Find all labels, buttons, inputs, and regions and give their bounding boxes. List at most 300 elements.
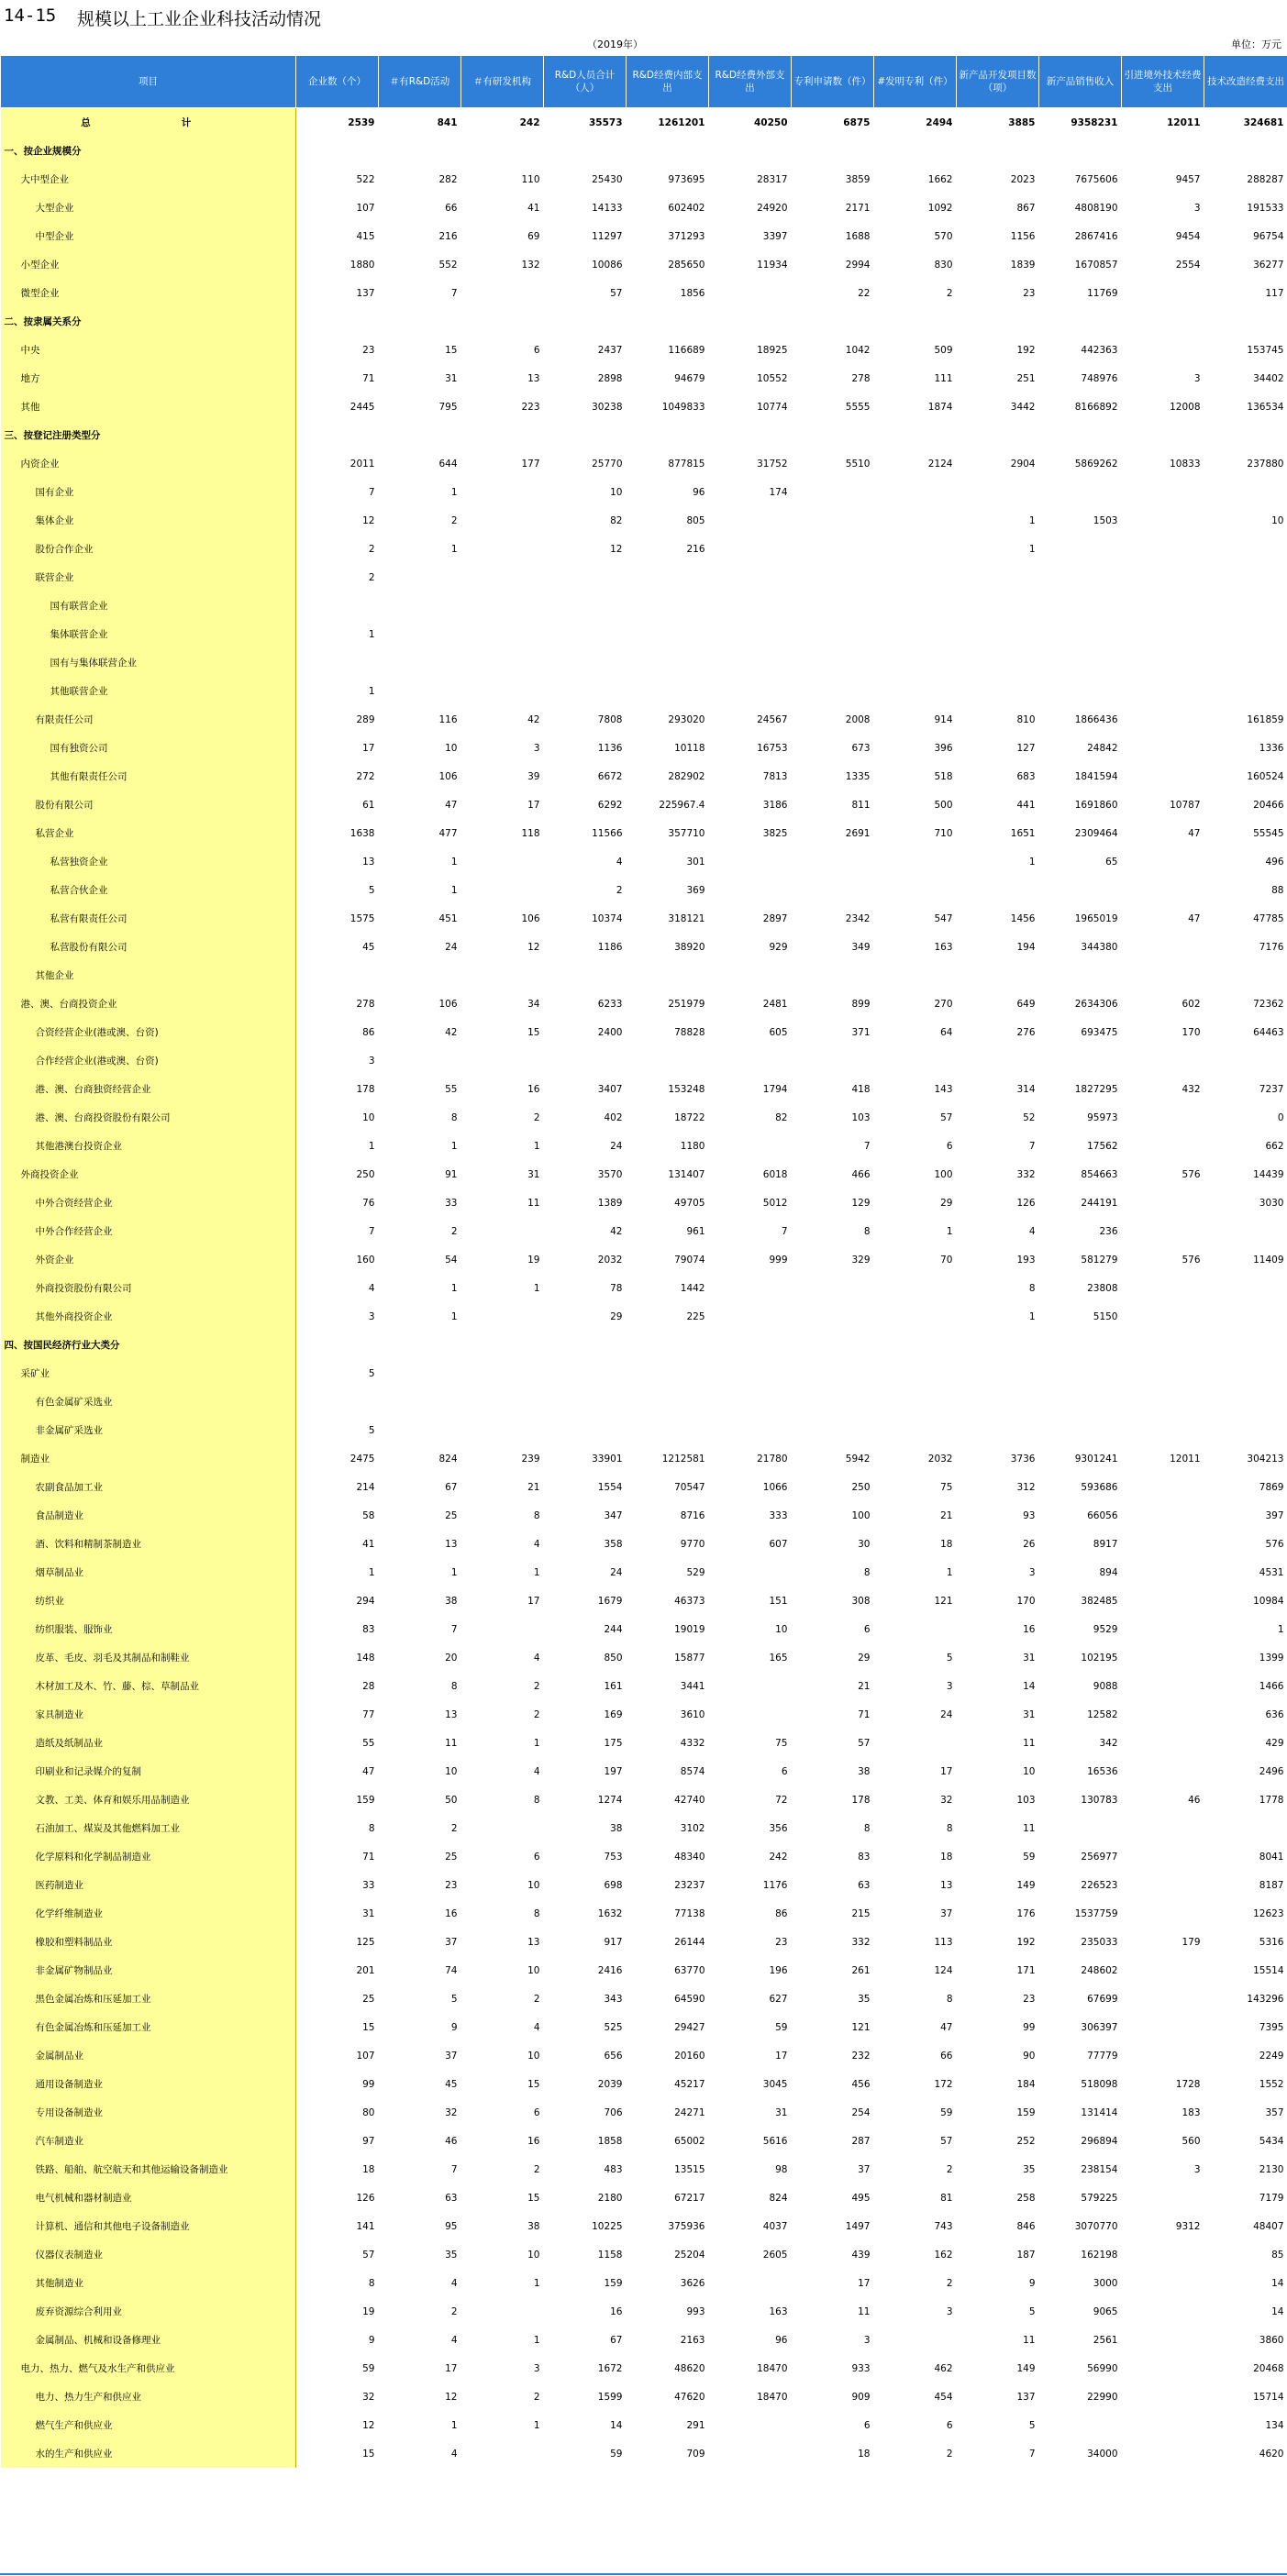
cell-value: 547 — [934, 912, 953, 924]
column-header: R&D经费内部支出 — [627, 56, 709, 108]
cell-value: 278 — [356, 998, 375, 1010]
table-header — [1, 56, 1287, 108]
cell-value — [379, 620, 461, 648]
cell-value — [1039, 307, 1122, 336]
cell-value: 11934 — [757, 259, 788, 271]
cell-value: 96754 — [1253, 230, 1284, 242]
cell-value: 55 — [362, 1737, 375, 1749]
cell-value: 894 — [1099, 1566, 1118, 1578]
cell-value — [461, 1302, 544, 1331]
cell-value: 254 — [851, 2106, 871, 2118]
cell-value — [461, 1359, 544, 1388]
cell-value: 96 — [775, 2334, 788, 2346]
cell-value: 293020 — [668, 713, 705, 725]
table-row — [1, 2013, 1287, 2041]
row-label: 非金属矿物制品业 — [1, 1956, 296, 1985]
cell-value — [792, 620, 874, 648]
row-label: 国有企业 — [1, 478, 296, 506]
cell-value: 35 — [1023, 2163, 1036, 2175]
row-label: 一、按企业规模分 — [1, 137, 296, 165]
cell-value: 41 — [362, 1538, 375, 1550]
cell-value: 170 — [1182, 1026, 1201, 1038]
cell-value — [1039, 1388, 1122, 1416]
cell-value: 5 — [946, 1652, 953, 1664]
cell-value — [874, 1388, 957, 1416]
cell-value: 2 — [450, 1225, 458, 1237]
cell-value: 137 — [1016, 2391, 1036, 2403]
row-label: 港、澳、台商投资股份有限公司 — [1, 1103, 296, 1132]
cell-value: 71 — [362, 1851, 375, 1863]
cell-value: 3 — [533, 2362, 540, 2374]
cell-value: 748976 — [1081, 372, 1118, 384]
cell-value: 805 — [686, 514, 705, 526]
cell-value: 82 — [610, 514, 623, 526]
cell-value: 929 — [769, 941, 788, 953]
cell-value: 225967.4 — [659, 799, 705, 811]
cell-value: 5 — [368, 1367, 375, 1379]
cell-value — [461, 620, 544, 648]
row-label: 农副食品加工业 — [1, 1473, 296, 1501]
cell-value: 6875 — [843, 116, 871, 128]
cell-value: 2171 — [845, 202, 871, 214]
cell-value — [379, 1046, 461, 1075]
cell-value: 4 — [450, 2334, 458, 2346]
cell-value — [1122, 734, 1204, 762]
cell-value: 518098 — [1081, 2078, 1118, 2090]
cell-value: 64 — [940, 1026, 953, 1038]
cell-value: 77138 — [674, 1907, 705, 1919]
cell-value — [1122, 961, 1204, 989]
row-label: 专用设备制造业 — [1, 2098, 296, 2127]
cell-value: 13 — [527, 1936, 540, 1948]
row-label: 其他 — [1, 392, 296, 421]
cell-value: 2 — [368, 571, 375, 583]
cell-value: 15714 — [1253, 2391, 1284, 2403]
cell-value: 282902 — [668, 770, 705, 782]
cell-value: 63770 — [674, 1964, 705, 1976]
row-label: 汽车制造业 — [1, 2127, 296, 2155]
cell-value: 3 — [368, 1055, 375, 1067]
cell-value: 593686 — [1081, 1481, 1118, 1493]
cell-value: 525 — [604, 2021, 623, 2033]
cell-value: 9457 — [1175, 173, 1201, 185]
cell-value: 7 — [450, 1623, 458, 1635]
cell-value — [1122, 2013, 1204, 2041]
cell-value: 159 — [604, 2277, 623, 2289]
data-table — [0, 55, 1287, 2468]
cell-value — [296, 1388, 379, 1416]
cell-value — [874, 421, 957, 449]
cell-value: 100 — [934, 1168, 953, 1180]
cell-value: 129 — [851, 1197, 871, 1209]
row-label: 文教、工美、体育和娱乐用品制造业 — [1, 1786, 296, 1814]
row-label: 其他联营企业 — [1, 677, 296, 705]
row-label: 石油加工、煤炭及其他燃料加工业 — [1, 1814, 296, 1842]
cell-value — [874, 1331, 957, 1359]
cell-value: 8041 — [1259, 1851, 1284, 1863]
cell-value: 743 — [934, 2220, 953, 2232]
unit-label: 单位：万元 — [1231, 39, 1281, 50]
cell-value — [1039, 2411, 1122, 2439]
cell-value: 130783 — [1081, 1794, 1118, 1806]
cell-value — [792, 1359, 874, 1388]
cell-value: 193 — [1016, 1254, 1036, 1266]
cell-value — [792, 563, 874, 591]
cell-value: 4531 — [1259, 1566, 1284, 1578]
cell-value: 5 — [368, 884, 375, 896]
cell-value — [627, 1359, 709, 1388]
cell-value: 9088 — [1093, 1680, 1118, 1692]
cell-value: 126 — [356, 2192, 375, 2204]
cell-value: 3 — [946, 2305, 953, 2317]
cell-value: 9 — [450, 2021, 458, 2033]
cell-value: 1827295 — [1074, 1083, 1118, 1095]
table-row — [1, 1729, 1287, 1757]
cell-value — [1039, 535, 1122, 563]
table-row — [1, 2297, 1287, 2326]
row-label: 其他外商投资企业 — [1, 1302, 296, 1331]
cell-value: 2 — [533, 1993, 540, 2005]
row-label: 集体企业 — [1, 506, 296, 535]
cell-value — [544, 677, 627, 705]
cell-value: 1 — [533, 2277, 540, 2289]
cell-value: 47 — [1188, 827, 1201, 839]
cell-value: 451 — [438, 912, 458, 924]
cell-value: 2605 — [762, 2249, 788, 2261]
cell-value: 706 — [604, 2106, 623, 2118]
cell-value: 52 — [1023, 1111, 1036, 1123]
cell-value: 7 — [450, 287, 458, 299]
section-row — [1, 137, 1287, 165]
cell-value — [709, 1302, 792, 1331]
row-label: 仪器仪表制造业 — [1, 2240, 296, 2269]
cell-value: 282 — [438, 173, 458, 185]
cell-value: 49705 — [674, 1197, 705, 1209]
cell-value: 2 — [450, 514, 458, 526]
cell-value: 70 — [940, 1254, 953, 1266]
row-label: 铁路、船舶、航空航天和其他运输设备制造业 — [1, 2155, 296, 2184]
cell-value: 19019 — [674, 1623, 705, 1635]
title-row — [0, 0, 1287, 37]
cell-value — [1122, 648, 1204, 677]
cell-value: 4 — [616, 856, 623, 868]
cell-value: 17 — [775, 2050, 788, 2062]
cell-value — [544, 1359, 627, 1388]
cell-value: 10552 — [757, 372, 788, 384]
cell-value: 2032 — [597, 1254, 623, 1266]
cell-value: 3610 — [680, 1708, 705, 1720]
cell-value: 38 — [858, 1765, 871, 1777]
cell-value — [1039, 677, 1122, 705]
cell-value — [627, 421, 709, 449]
cell-value: 256977 — [1081, 1851, 1118, 1863]
cell-value — [1039, 1359, 1122, 1388]
cell-value: 159 — [356, 1794, 375, 1806]
cell-value: 2124 — [927, 458, 953, 470]
cell-value: 38 — [445, 1595, 458, 1607]
cell-value: 18 — [858, 2448, 871, 2460]
cell-value — [461, 563, 544, 591]
cell-value: 153745 — [1247, 344, 1284, 356]
cell-value: 6 — [781, 1765, 788, 1777]
cell-value: 18925 — [757, 344, 788, 356]
cell-value: 57 — [940, 2135, 953, 2147]
cell-value: 649 — [1016, 998, 1036, 1010]
cell-value: 2163 — [680, 2334, 705, 2346]
cell-value: 1691860 — [1074, 799, 1118, 811]
cell-value — [1122, 762, 1204, 790]
cell-value — [461, 648, 544, 677]
cell-value — [1039, 591, 1122, 620]
cell-value — [792, 1388, 874, 1416]
cell-value: 76 — [362, 1197, 375, 1209]
cell-value: 312 — [1016, 1481, 1036, 1493]
cell-value: 2634306 — [1074, 998, 1118, 1010]
cell-value: 95973 — [1087, 1111, 1118, 1123]
cell-value — [1122, 620, 1204, 648]
cell-value: 1186 — [597, 941, 623, 953]
table-row — [1, 1871, 1287, 1899]
cell-value — [1122, 1188, 1204, 1217]
cell-value: 1456 — [1010, 912, 1036, 924]
row-label: 家具制造业 — [1, 1700, 296, 1729]
cell-value — [1039, 648, 1122, 677]
cell-value: 2342 — [845, 912, 871, 924]
cell-value: 14 — [1271, 2277, 1284, 2289]
cell-value: 23808 — [1087, 1282, 1118, 1294]
cell-value: 8917 — [1093, 1538, 1118, 1550]
cell-value: 933 — [851, 2362, 871, 2374]
table-row — [1, 1501, 1287, 1530]
cell-value — [957, 421, 1039, 449]
cell-value: 183 — [1182, 2106, 1201, 2118]
cell-value: 33 — [445, 1197, 458, 1209]
cell-value: 3397 — [762, 230, 788, 242]
cell-value: 239 — [521, 1453, 540, 1465]
cell-value: 644 — [438, 458, 458, 470]
cell-value: 1066 — [762, 1481, 788, 1493]
total-row — [1, 108, 1287, 138]
cell-value — [1039, 1416, 1122, 1444]
cell-value: 2130 — [1259, 2163, 1284, 2175]
column-header: 新产品开发项目数（项） — [957, 56, 1039, 108]
cell-value: 21 — [527, 1481, 540, 1493]
cell-value — [1204, 1331, 1287, 1359]
cell-value — [1122, 2184, 1204, 2212]
cell-value — [957, 648, 1039, 677]
cell-value: 3626 — [680, 2277, 705, 2289]
cell-value: 2475 — [349, 1453, 375, 1465]
cell-value: 59 — [610, 2448, 623, 2460]
cell-value — [874, 1615, 957, 1643]
cell-value — [874, 876, 957, 904]
cell-value: 1 — [368, 628, 375, 640]
cell-value — [957, 1331, 1039, 1359]
cell-value: 343 — [604, 1993, 623, 2005]
cell-value: 131407 — [668, 1168, 705, 1180]
cell-value: 74 — [445, 1964, 458, 1976]
cell-value: 12 — [445, 2391, 458, 2403]
row-label: 总 计 — [1, 108, 296, 138]
cell-value: 7813 — [762, 770, 788, 782]
table-row — [1, 961, 1287, 989]
cell-value: 35 — [445, 2249, 458, 2261]
cell-value: 23 — [1023, 287, 1036, 299]
cell-value: 357 — [1265, 2106, 1284, 2118]
cell-value: 21 — [858, 1680, 871, 1692]
cell-value: 13 — [940, 1879, 953, 1891]
cell-value: 477 — [438, 827, 458, 839]
column-header: 技术改造经费支出 — [1204, 56, 1287, 108]
cell-value: 867 — [1016, 202, 1036, 214]
table-row — [1, 1075, 1287, 1103]
cell-value: 1554 — [597, 1481, 623, 1493]
cell-value: 349 — [851, 941, 871, 953]
table-row — [1, 705, 1287, 734]
cell-value: 3000 — [1093, 2277, 1118, 2289]
cell-value — [379, 961, 461, 989]
cell-value — [709, 1558, 792, 1587]
cell-value — [1122, 1217, 1204, 1245]
cell-value — [1204, 1814, 1287, 1842]
row-label: 其他有限责任公司 — [1, 762, 296, 790]
cell-value: 59 — [940, 2106, 953, 2118]
cell-value: 1575 — [349, 912, 375, 924]
cell-value: 94679 — [674, 372, 705, 384]
cell-value: 14133 — [592, 202, 623, 214]
cell-value: 11 — [1023, 1737, 1036, 1749]
cell-value: 23 — [445, 1879, 458, 1891]
cell-value: 579225 — [1081, 2192, 1118, 2204]
row-label: 制造业 — [1, 1444, 296, 1473]
cell-value: 1466 — [1259, 1680, 1284, 1692]
cell-value: 329 — [851, 1254, 871, 1266]
cell-value: 2008 — [845, 713, 871, 725]
cell-value: 6233 — [597, 998, 623, 1010]
cell-value: 2 — [616, 884, 623, 896]
row-label: 微型企业 — [1, 279, 296, 307]
cell-value: 67 — [610, 2334, 623, 2346]
cell-value — [709, 1274, 792, 1302]
cell-value: 12008 — [1170, 401, 1201, 413]
cell-value — [461, 478, 544, 506]
cell-value: 67217 — [674, 2192, 705, 2204]
cell-value — [792, 478, 874, 506]
cell-value: 662 — [1265, 1140, 1284, 1152]
cell-value: 1 — [1028, 543, 1036, 555]
cell-value: 11566 — [592, 827, 623, 839]
cell-value — [1122, 1501, 1204, 1530]
cell-value — [461, 961, 544, 989]
row-label: 酒、饮料和精制茶制造业 — [1, 1530, 296, 1558]
cell-value: 2032 — [927, 1453, 953, 1465]
cell-value: 4 — [533, 1538, 540, 1550]
cell-value — [1204, 1274, 1287, 1302]
cell-value — [1122, 1729, 1204, 1757]
cell-value: 127 — [1016, 742, 1036, 754]
cell-value — [461, 1814, 544, 1842]
cell-value: 17 — [362, 742, 375, 754]
cell-value: 1 — [946, 1225, 953, 1237]
cell-value: 518 — [934, 770, 953, 782]
cell-value — [627, 1046, 709, 1075]
cell-value: 673 — [851, 742, 871, 754]
column-header: 引进境外技术经费支出 — [1122, 56, 1204, 108]
cell-value: 63 — [858, 1879, 871, 1891]
cell-value — [1122, 478, 1204, 506]
cell-value: 238154 — [1081, 2163, 1118, 2175]
cell-value: 397 — [1265, 1509, 1284, 1521]
cell-value: 102195 — [1081, 1652, 1118, 1664]
cell-value: 1874 — [927, 401, 953, 413]
cell-value — [709, 2269, 792, 2297]
cell-value: 439 — [851, 2249, 871, 2261]
cell-value: 160 — [356, 1254, 375, 1266]
table-row — [1, 819, 1287, 847]
cell-value — [296, 307, 379, 336]
cell-value — [874, 137, 957, 165]
cell-value: 9358231 — [1071, 116, 1118, 128]
cell-value: 308 — [851, 1595, 871, 1607]
cell-value: 171 — [1016, 1964, 1036, 1976]
section-row — [1, 307, 1287, 336]
cell-value: 2994 — [845, 259, 871, 271]
table-row — [1, 734, 1287, 762]
cell-value — [627, 648, 709, 677]
row-label: 外商投资股份有限公司 — [1, 1274, 296, 1302]
cell-value — [874, 307, 957, 336]
cell-value: 8716 — [680, 1509, 705, 1521]
cell-value: 10118 — [674, 742, 705, 754]
cell-value: 3860 — [1259, 2334, 1284, 2346]
cell-value: 197 — [604, 1765, 623, 1777]
cell-value — [709, 137, 792, 165]
cell-value — [1122, 1814, 1204, 1842]
row-label: 有限责任公司 — [1, 705, 296, 734]
cell-value: 59 — [1023, 1851, 1036, 1863]
cell-value: 3885 — [1008, 116, 1036, 128]
cell-value: 1049833 — [661, 401, 705, 413]
row-label: 三、按登记注册类型分 — [1, 421, 296, 449]
cell-value: 347 — [604, 1509, 623, 1521]
cell-value — [1122, 1615, 1204, 1643]
table-row — [1, 222, 1287, 250]
cell-value: 1399 — [1259, 1652, 1284, 1664]
cell-value: 2 — [533, 2391, 540, 2403]
cell-value — [1204, 1302, 1287, 1331]
cell-value: 15 — [527, 1026, 540, 1038]
cell-value: 143 — [934, 1083, 953, 1095]
cell-value: 5434 — [1259, 2135, 1284, 2147]
cell-value: 24 — [940, 1708, 953, 1720]
cell-value: 26144 — [674, 1936, 705, 1948]
cell-value: 5012 — [762, 1197, 788, 1209]
cell-value: 6 — [863, 1623, 871, 1635]
cell-value: 46 — [1188, 1794, 1201, 1806]
cell-value — [957, 1416, 1039, 1444]
cell-value: 48340 — [674, 1851, 705, 1863]
cell-value: 37 — [445, 2050, 458, 2062]
cell-value — [379, 1359, 461, 1388]
cell-value: 42740 — [674, 1794, 705, 1806]
row-label: 私营有限责任公司 — [1, 904, 296, 933]
row-label: 私营股份有限公司 — [1, 933, 296, 961]
cell-value: 39 — [527, 770, 540, 782]
table-row — [1, 1672, 1287, 1700]
cell-value: 278 — [851, 372, 871, 384]
cell-value — [792, 535, 874, 563]
cell-value: 30 — [858, 1538, 871, 1550]
